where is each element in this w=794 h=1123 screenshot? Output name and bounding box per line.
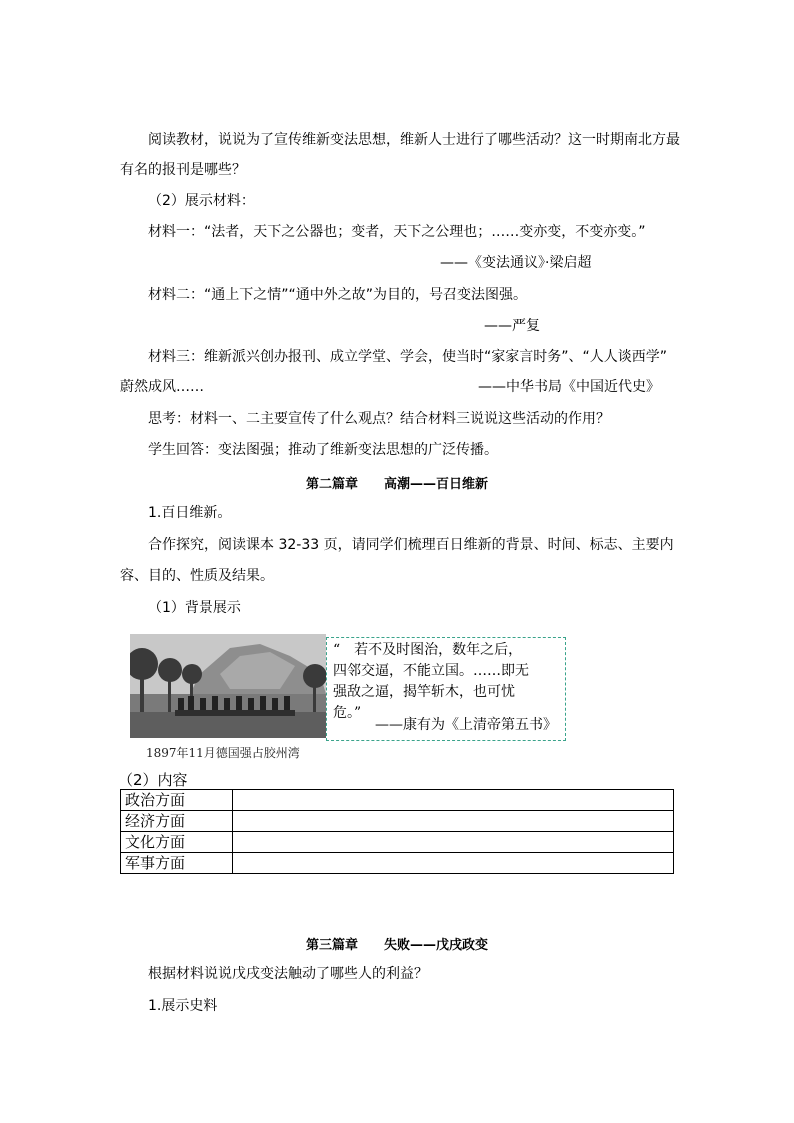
paragraph-reading-line1: 阅读教材，说说为了宣传维新变法思想，维新人士进行了哪些活动？这一时期南北方最 [148,132,680,148]
table-row [121,811,674,832]
table-row [121,790,674,811]
cooperative-inquiry-line1: 合作探究，阅读课本 32-33 页，请同学们梳理百日维新的背景、时间、标志、主要内 [148,537,674,553]
quote-source: ——康有为《上清帝第五书》 [375,717,557,733]
table-row [121,832,674,853]
student-answer: 学生回答：变法图强；推动了维新变法思想的广泛传播。 [148,442,498,458]
material-one-source: ——《变法通议》·梁启超 [440,255,592,271]
material-two-source: ——严复 [484,318,540,334]
table-cell-label: 军事方面 [121,853,233,874]
quote-line-3: 强敌之逼，揭竿斩木，也可忧 [333,684,515,700]
material-three-line2: 蔚然成风…… [120,379,204,395]
table-cell-value[interactable] [233,832,674,853]
chapter3-heading: 第三篇章 失败——戊戌政变 [305,938,488,953]
chapter2-heading: 第二篇章 高潮——百日维新 [305,477,488,492]
historical-photo [130,634,326,738]
table-cell-value[interactable] [233,853,674,874]
material-one: 材料一：“法者，天下之公器也；变者，天下之公理也；……变亦变，不变亦变。” [148,224,646,240]
table-cell-label: 经济方面 [121,811,233,832]
content-table [120,789,674,874]
quote-line-2: 四邻交逼，不能立国。……即无 [333,663,529,679]
chapter3-item1: 1.展示史料 [148,998,218,1014]
paragraph-reading-line2: 有名的报刊是哪些？ [120,162,246,178]
show-material-label: （2）展示材料： [148,193,255,209]
table-cell-value[interactable] [233,790,674,811]
background-label: （1）背景展示 [148,600,241,616]
quote-line-4: 危。” [333,705,362,721]
chapter3-question: 根据材料说说戊戌变法触动了哪些人的利益？ [148,966,428,982]
cooperative-inquiry-line2: 容、目的、性质及结果。 [120,568,274,584]
material-three-source: ——中华书局《中国近代史》 [478,379,660,395]
table-cell-value[interactable] [233,811,674,832]
material-three-line1: 材料三：维新派兴创办报刊、成立学堂、学会，使当时“家家言时务”、“人人谈西学” [148,349,668,365]
quote-box [326,637,566,741]
chapter2-item1: 1.百日维新。 [148,505,232,521]
think-question: 思考：材料一、二主要宣传了什么观点？结合材料三说说这些活动的作用？ [148,411,610,427]
content-heading: （2）内容 [118,771,188,789]
table-row [121,853,674,874]
quote-line-1: “ 若不及时图治，数年之后， [333,642,523,658]
table-cell-label: 文化方面 [121,832,233,853]
photo-illustration [130,634,326,738]
table-cell-label: 政治方面 [121,790,233,811]
photo-caption: 1897年11月德国强占胶州湾 [146,746,300,760]
material-two: 材料二：“通上下之情”“通中外之故”为目的，号召变法图强。 [148,287,528,303]
